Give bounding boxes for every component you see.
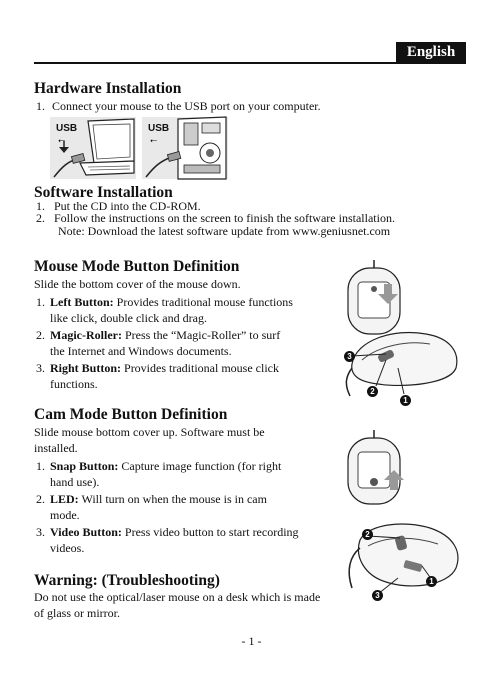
callout-badge: 3: [344, 351, 355, 362]
item-num: 2.: [36, 492, 45, 506]
item-num: 3.: [36, 525, 45, 539]
cam-mode-heading: Cam Mode Button Definition: [34, 406, 228, 423]
mouse-mode-illustration: [338, 258, 468, 408]
item-text: Capture image function (for right: [121, 459, 282, 473]
item-text: Press video button to start recording: [124, 525, 299, 539]
mouse-mode-intro: Slide the bottom cover of the mouse down.: [34, 277, 241, 291]
cam-mode-intro-2: installed.: [34, 441, 78, 455]
hardware-heading: Hardware Installation: [34, 80, 182, 97]
callout-badge: 3: [372, 590, 383, 601]
item-term: Snap Button:: [50, 459, 119, 473]
cam-mode-intro-1: Slide mouse bottom cover up. Software must be: [34, 425, 265, 439]
item-text: Provides traditional mouse functions: [116, 295, 293, 309]
software-note: Note: Download the latest software update from www.geniusnet.com: [58, 224, 391, 238]
mouse-mode-item-2: [36, 327, 326, 363]
software-heading: Software Installation: [34, 184, 173, 201]
callout-badge: 1: [400, 395, 411, 406]
usb-label-2: USB: [148, 123, 170, 134]
item-text: Will turn on when the mouse is in cam: [81, 492, 267, 506]
warning-text-2: of glass or mirror.: [34, 606, 120, 620]
usb-laptop-illustration: [50, 117, 136, 179]
step-num: 1.: [36, 199, 45, 213]
item-num: 1.: [36, 295, 45, 309]
mouse-mode-heading: Mouse Mode Button Definition: [34, 258, 240, 275]
item-num: 1.: [36, 459, 45, 473]
item-text-cont: hand use).: [50, 475, 100, 489]
page-number: - 1 -: [241, 634, 262, 648]
usb-symbol-icon: ⭠: [58, 135, 66, 145]
cam-mode-item-3: [36, 524, 326, 560]
step-text: Put the CD into the CD-ROM.: [54, 199, 201, 213]
item-text-cont: the Internet and Windows documents.: [50, 344, 232, 358]
step-num: 2.: [36, 211, 45, 225]
item-text: Provides traditional mouse click: [124, 361, 279, 375]
language-tab: English: [396, 42, 466, 62]
item-text: Press the “Magic-Roller” to surf: [124, 328, 281, 342]
cam-mode-item-2: [36, 491, 326, 527]
item-term: Left Button:: [50, 295, 114, 309]
mouse-mode-item-3: [36, 360, 326, 396]
item-term: Magic-Roller:: [50, 328, 122, 342]
usb-label-1: USB: [56, 123, 78, 134]
hardware-step-text: Connect your mouse to the USB port on your computer.: [52, 99, 321, 113]
warning-text-1: Do not use the optical/laser mouse on a desk which is made: [34, 590, 321, 604]
mouse-mode-item-1: [36, 294, 326, 330]
step-text: Follow the instructions on the screen to finish the software installation.: [54, 211, 395, 225]
item-text-cont: videos.: [50, 541, 85, 555]
cam-mode-item-1: [36, 458, 326, 494]
usb-symbol-icon: ⭠: [150, 135, 158, 145]
item-term: Video Button:: [50, 525, 122, 539]
cam-mode-illustration: [338, 428, 468, 604]
item-term: Right Button:: [50, 361, 122, 375]
item-text-cont: like click, double click and drag.: [50, 311, 207, 325]
header-rule: [34, 62, 466, 64]
item-num: 3.: [36, 361, 45, 375]
callout-badge: 2: [367, 386, 378, 397]
callout-badge: 2: [362, 529, 373, 540]
warning-heading: Warning: (Troubleshooting): [34, 572, 220, 589]
callout-badge: 1: [426, 576, 437, 587]
item-text-cont: functions.: [50, 377, 98, 391]
item-term: LED:: [50, 492, 79, 506]
item-num: 2.: [36, 328, 45, 342]
hardware-step-num: 1.: [36, 99, 45, 113]
usb-desktop-illustration: [142, 117, 228, 179]
item-text-cont: mode.: [50, 508, 80, 522]
